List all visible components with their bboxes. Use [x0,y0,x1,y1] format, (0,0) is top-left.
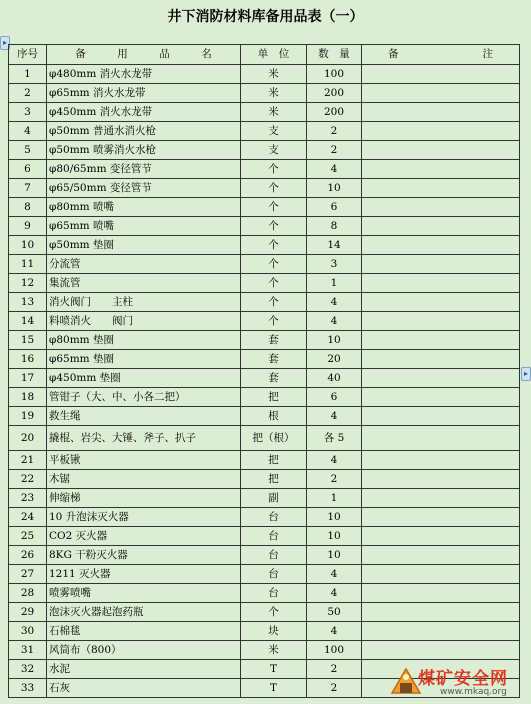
row-remark [362,103,520,122]
row-unit: 个 [241,198,307,217]
row-remark [362,388,520,407]
table-row [9,217,520,236]
table-row [9,236,520,255]
row-remark [362,236,520,255]
row-remark [362,65,520,84]
table-row [9,84,520,103]
row-quantity: 10 [307,331,362,350]
row-remark [362,160,520,179]
table-row [9,407,520,426]
row-quantity: 10 [307,546,362,565]
row-number: 26 [9,546,47,565]
row-quantity: 6 [307,388,362,407]
table-row [9,350,520,369]
page-title: 井下消防材料库备用品表（一） [167,9,364,25]
row-item-name: 管钳子（大、中、小各二把） [47,388,241,407]
row-unit: 台 [241,565,307,584]
table-row [9,65,520,84]
table-row [9,274,520,293]
table-row [9,255,520,274]
row-number: 6 [9,160,47,179]
row-item-name: 1211 灭火器 [47,565,241,584]
row-remark [362,312,520,331]
row-number: 32 [9,660,47,679]
table-row [9,331,520,350]
row-number: 33 [9,679,47,698]
header-unit: 单 位 [241,45,307,65]
row-quantity: 3 [307,255,362,274]
row-item-name: 平板锹 [47,451,241,470]
row-quantity: 2 [307,470,362,489]
row-quantity: 各 5 [307,426,362,451]
row-number: 11 [9,255,47,274]
row-item-name: 木锯 [47,470,241,489]
row-number: 7 [9,179,47,198]
row-remark [362,217,520,236]
row-unit: 把 [241,470,307,489]
row-item-name: φ65mm 垫圈 [47,350,241,369]
row-unit: 台 [241,508,307,527]
row-item-name: φ65mm 喷嘴 [47,217,241,236]
row-number: 1 [9,65,47,84]
row-quantity: 20 [307,350,362,369]
row-item-name: 分流管 [47,255,241,274]
row-item-name: φ80mm 喷嘴 [47,198,241,217]
row-unit: 个 [241,274,307,293]
table-row [9,470,520,489]
row-number: 16 [9,350,47,369]
table-row [9,103,520,122]
row-quantity: 200 [307,103,362,122]
table-row [9,179,520,198]
row-remark [362,179,520,198]
row-quantity: 10 [307,179,362,198]
row-unit: 个 [241,236,307,255]
table-row [9,198,520,217]
table-row [9,584,520,603]
row-unit: T [241,679,307,698]
row-unit: 个 [241,160,307,179]
row-unit: 个 [241,293,307,312]
row-remark [362,369,520,388]
row-quantity: 4 [307,293,362,312]
row-quantity: 2 [307,679,362,698]
right-scroll-marker-icon[interactable]: ▸ [521,367,531,381]
row-item-name: 石灰 [47,679,241,698]
row-remark [362,603,520,622]
row-item-name: φ50mm 普通水消火枪 [47,122,241,141]
row-remark [362,141,520,160]
table-row [9,489,520,508]
table-row [9,527,520,546]
row-quantity: 1 [307,489,362,508]
row-item-name: 撬棍、岩尖、大锤、斧子、扒子 [47,426,241,451]
row-remark [362,584,520,603]
table-row [9,565,520,584]
watermark-text: 煤矿安全网 [418,669,508,689]
row-unit: 台 [241,584,307,603]
row-number: 18 [9,388,47,407]
row-item-name: 喷雾喷嘴 [47,584,241,603]
table-row [9,622,520,641]
row-unit: 根 [241,407,307,426]
row-quantity: 4 [307,312,362,331]
row-number: 10 [9,236,47,255]
row-unit: 个 [241,179,307,198]
row-unit: T [241,660,307,679]
row-item-name: 伸缩梯 [47,489,241,508]
table-row [9,312,520,331]
row-quantity: 4 [307,160,362,179]
row-item-name: 消火阀门 主柱 [47,293,241,312]
row-number: 17 [9,369,47,388]
watermark-url: www.mkaq.org [440,687,507,697]
row-number: 23 [9,489,47,508]
row-item-name: 8KG 干粉灭火器 [47,546,241,565]
row-unit: 支 [241,141,307,160]
row-number: 25 [9,527,47,546]
row-remark [362,622,520,641]
row-unit: 把（根） [241,426,307,451]
row-unit: 米 [241,84,307,103]
row-quantity: 4 [307,622,362,641]
row-item-name: 救生绳 [47,407,241,426]
row-quantity: 14 [307,236,362,255]
row-quantity: 8 [307,217,362,236]
row-unit: 把 [241,388,307,407]
row-number: 22 [9,470,47,489]
left-scroll-marker-icon[interactable]: ▸ [0,36,10,50]
row-item-name: φ50mm 垫圈 [47,236,241,255]
row-remark [362,122,520,141]
row-remark [362,508,520,527]
row-item-name: φ65/50mm 变径管节 [47,179,241,198]
row-remark [362,293,520,312]
row-unit: 块 [241,622,307,641]
row-remark [362,407,520,426]
row-unit: 米 [241,641,307,660]
row-unit: 套 [241,350,307,369]
row-remark [362,350,520,369]
table-row [9,369,520,388]
row-number: 29 [9,603,47,622]
table-row [9,122,520,141]
row-remark [362,198,520,217]
header-qty: 数 量 [307,45,362,65]
row-unit: 米 [241,65,307,84]
row-item-name: 风筒布（800） [47,641,241,660]
row-item-name: φ50mm 喷雾消火水枪 [47,141,241,160]
row-remark [362,527,520,546]
row-quantity: 1 [307,274,362,293]
table-row [9,293,520,312]
row-quantity: 2 [307,122,362,141]
table-row [9,388,520,407]
inventory-table [8,44,520,698]
row-quantity: 6 [307,198,362,217]
row-number: 31 [9,641,47,660]
row-quantity: 100 [307,641,362,660]
row-number: 13 [9,293,47,312]
table-row [9,451,520,470]
row-number: 2 [9,84,47,103]
row-remark [362,274,520,293]
row-item-name: φ450mm 垫圈 [47,369,241,388]
row-number: 3 [9,103,47,122]
table-row [9,603,520,622]
row-number: 21 [9,451,47,470]
row-item-name: φ65mm 消火水龙带 [47,84,241,103]
table-row [9,141,520,160]
row-unit: 副 [241,489,307,508]
row-remark [362,546,520,565]
row-unit: 套 [241,331,307,350]
row-quantity: 2 [307,660,362,679]
row-number: 8 [9,198,47,217]
row-number: 28 [9,584,47,603]
row-item-name: φ450mm 消火水龙带 [47,103,241,122]
row-unit: 个 [241,603,307,622]
row-number: 19 [9,407,47,426]
row-number: 27 [9,565,47,584]
row-quantity: 2 [307,141,362,160]
table-row [9,426,520,451]
row-number: 20 [9,426,47,451]
row-unit: 套 [241,369,307,388]
header-remark: 备 注 [362,45,520,65]
row-unit: 支 [241,122,307,141]
row-number: 15 [9,331,47,350]
row-unit: 个 [241,255,307,274]
row-unit: 把 [241,451,307,470]
row-number: 24 [9,508,47,527]
row-quantity: 40 [307,369,362,388]
row-item-name: 10 升泡沫灭火器 [47,508,241,527]
row-remark [362,470,520,489]
row-quantity: 10 [307,527,362,546]
row-item-name: CO2 灭火器 [47,527,241,546]
header-no: 序号 [9,45,47,65]
row-remark [362,426,520,451]
row-remark [362,565,520,584]
row-remark [362,255,520,274]
row-unit: 台 [241,527,307,546]
row-item-name: φ80mm 垫圈 [47,331,241,350]
row-number: 14 [9,312,47,331]
table-row [9,160,520,179]
row-remark [362,451,520,470]
row-number: 9 [9,217,47,236]
row-number: 30 [9,622,47,641]
row-quantity: 100 [307,65,362,84]
row-remark [362,641,520,660]
row-item-name: φ480mm 消火水龙带 [47,65,241,84]
row-number: 12 [9,274,47,293]
row-number: 5 [9,141,47,160]
header-name: 备 用 品 名 [47,45,241,65]
row-item-name: φ80/65mm 变径管节 [47,160,241,179]
row-item-name: 石棉毯 [47,622,241,641]
table-header-row [9,45,520,65]
table-row [9,641,520,660]
row-number: 4 [9,122,47,141]
row-quantity: 10 [307,508,362,527]
row-quantity: 200 [307,84,362,103]
row-unit: 台 [241,546,307,565]
row-quantity: 4 [307,407,362,426]
table-row [9,508,520,527]
row-unit: 个 [241,217,307,236]
row-item-name: 集流管 [47,274,241,293]
row-remark [362,331,520,350]
row-unit: 个 [241,312,307,331]
row-item-name: 泡沫灭火器起泡药瓶 [47,603,241,622]
row-quantity: 50 [307,603,362,622]
row-quantity: 4 [307,584,362,603]
row-remark [362,84,520,103]
row-quantity: 4 [307,565,362,584]
row-item-name: 料喷消火 阀门 [47,312,241,331]
row-unit: 米 [241,103,307,122]
row-remark [362,489,520,508]
row-item-name: 水泥 [47,660,241,679]
table-row [9,546,520,565]
row-quantity: 4 [307,451,362,470]
